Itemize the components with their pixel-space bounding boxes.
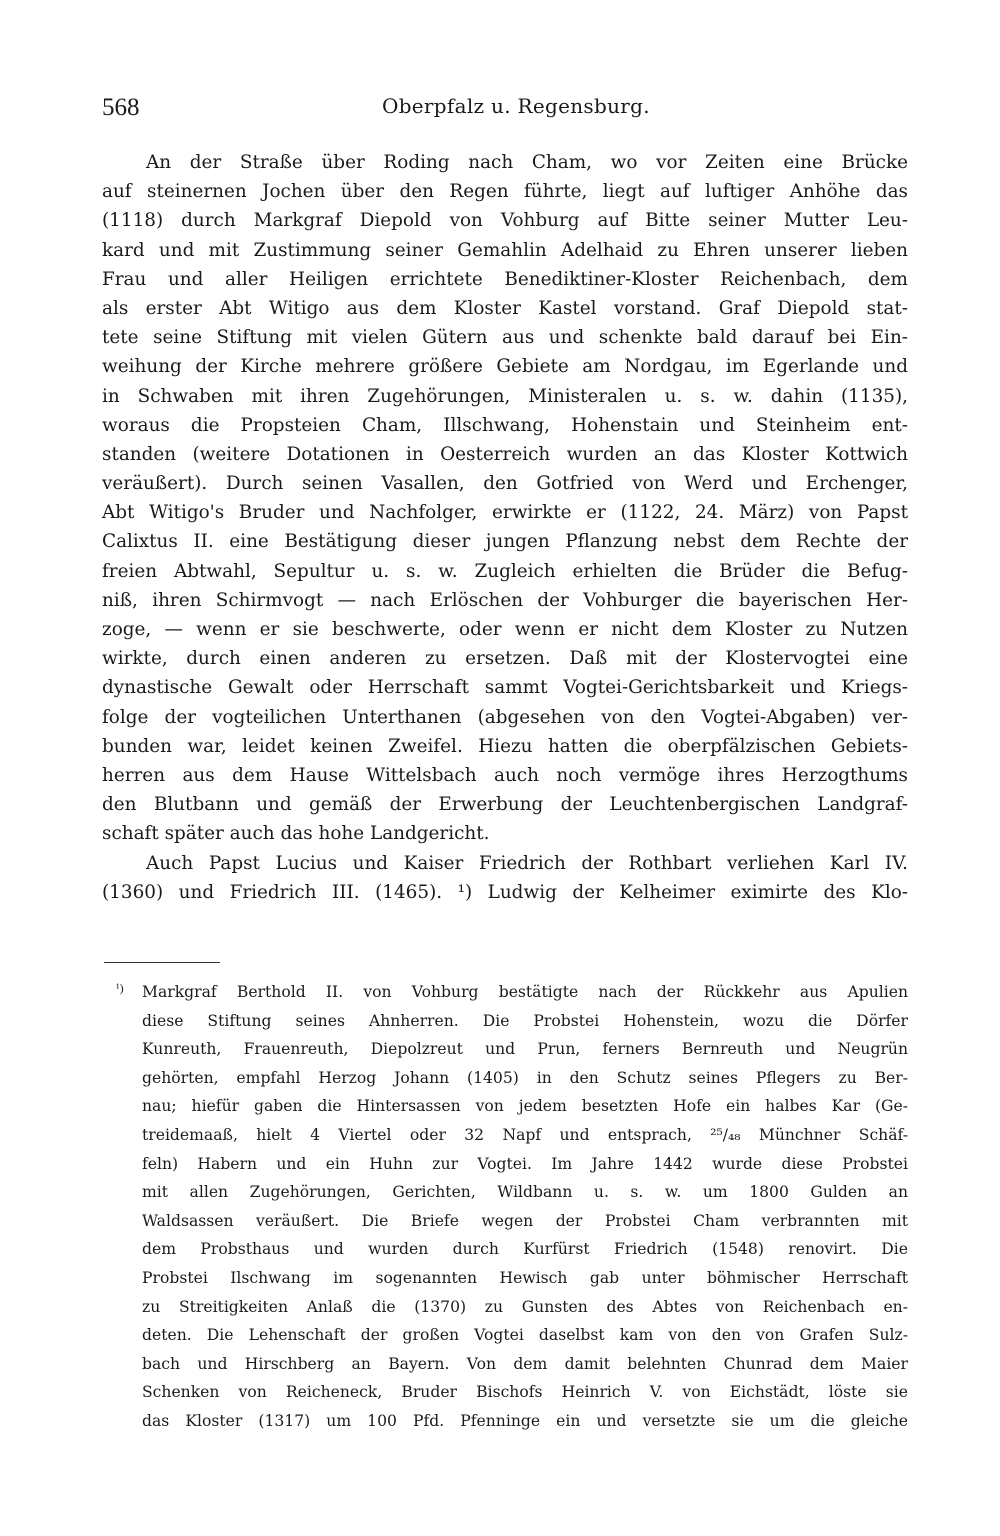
footnote-line: Kunreuth, Frauenreuth, Diepolzreut und Prun, ferners Bernreuth und Neugrün [142, 1040, 908, 1059]
footnote-line: diese Stiftung seines Ahnherren. Die Probstei Hohenstein, wozu die Dörfer [142, 1011, 908, 1030]
footnote-line: Probstei Ilschwang im sogenannten Hewisch gab unter böhmischer Herrschaft [142, 1268, 908, 1287]
footnote-line: zu Streitigkeiten Anlaß die (1370) zu Gunsten des Abtes von Reichenbach en- [142, 1297, 908, 1316]
text-line: tete seine Stiftung mit vielen Gütern aus und schenkte bald darauf bei Ein- [102, 327, 908, 349]
text-line: bunden war, leidet keinen Zweifel. Hiezu hatten die oberpfälzischen Gebiets- [102, 735, 908, 757]
text-line: in Schwaben mit ihren Zugehörungen, Ministeralen u. s. w. dahin (1135), [102, 385, 908, 407]
footnotes [116, 978, 908, 1436]
footnote-line: Schenken von Reicheneck, Bruder Bischofs Heinrich V. von Eichstädt, löste sie [142, 1383, 908, 1402]
text-line: wirkte, durch einen anderen zu ersetzen. Daß mit der Klostervogtei eine [102, 648, 908, 670]
footnote-marker: ¹) [116, 981, 124, 995]
text-line: den Blutbann und gemäß der Erwerbung der Leuchtenbergischen Landgraf- [102, 794, 908, 816]
text-line: schaft später auch das hohe Landgericht. [102, 823, 490, 845]
text-line: Calixtus II. eine Bestätigung dieser jungen Pflanzung nebst dem Rechte der [102, 531, 908, 553]
running-head: Oberpfalz u. Regensburg. [382, 94, 650, 118]
text-line: woraus die Propsteien Cham, Illschwang, Hohenstain und Steinheim ent- [102, 414, 908, 436]
footnote-text: Markgraf Berthold II. von Vohburg bestätigte nach der Rückkehr aus Apulien [142, 983, 908, 1001]
main-text [102, 148, 908, 907]
footnote-separator [104, 962, 220, 963]
text-line: weihung der Kirche mehrere größere Gebiete am Nordgau, im Egerlande und [102, 356, 908, 378]
footnote-line: dem Probsthaus und wurden durch Kurfürst Friedrich (1548) renovirt. Die [142, 1240, 908, 1259]
footnote-line [116, 978, 908, 1007]
text-line: zoge, — wenn er sie beschwerte, oder wenn er nicht dem Kloster zu Nutzen [102, 619, 908, 640]
text-line: An der Straße über Roding nach Cham, wo vor Zeiten eine Brücke [146, 152, 908, 173]
footnote-line: bach und Hirschberg an Bayern. Von dem damit belehnten Chunrad dem Maier [142, 1354, 908, 1373]
text-line: niß, ihren Schirmvogt — nach Erlöschen der Vohburger die bayerischen Her- [102, 589, 908, 611]
text-line: Auch Papst Lucius und Kaiser Friedrich der Rothbart verliehen Karl IV. [146, 852, 908, 874]
footnote-line: mit allen Zugehörungen, Gerichten, Wildbann u. s. w. um 1800 Gulden an [142, 1183, 908, 1202]
text-line: als erster Abt Witigo aus dem Kloster Kastel vorstand. Graf Diepold stat- [102, 297, 908, 319]
footnote-line: nau; hiefür gaben die Hintersassen von jedem besetzten Hofe ein halbes Kar (Ge- [142, 1097, 908, 1116]
page-header [102, 94, 902, 128]
footnote-line: gehörten, empfahl Herzog Johann (1405) in den Schutz seines Pflegers zu Ber- [142, 1068, 908, 1087]
footnote-line: Waldsassen veräußert. Die Briefe wegen der Probstei Cham verbrannten mit [142, 1211, 908, 1230]
text-line: Abt Witigo's Bruder und Nachfolger, erwirkte er (1122, 24. März) von Papst [102, 502, 908, 524]
page-number: 568 [102, 94, 140, 121]
text-line: (1118) durch Markgraf Diepold von Vohburg auf Bitte seiner Mutter Leu- [102, 210, 908, 232]
text-line: standen (weitere Dotationen in Oesterreich wurden an das Kloster Kottwich [102, 443, 908, 465]
footnote-line: feln) Habern und ein Huhn zur Vogtei. Im Jahre 1442 wurde diese Probstei [142, 1154, 908, 1173]
footnote-line: deten. Die Lehenschaft der großen Vogtei daselbst kam von den von Grafen Sulz- [142, 1326, 908, 1345]
text-line: dynastische Gewalt oder Herrschaft sammt Vogtei-Gerichtsbarkeit und Kriegs- [102, 677, 908, 699]
text-line: kard und mit Zustimmung seiner Gemahlin Adelhaid zu Ehren unserer lieben [102, 239, 908, 261]
footnote-line: das Kloster (1317) um 100 Pfd. Pfenninge ein und versetzte sie um die gleiche [142, 1411, 908, 1430]
text-line: auf steinernen Jochen über den Regen führte, liegt auf luftiger Anhöhe das [102, 181, 908, 203]
text-line: folge der vogteilichen Unterthanen (abgesehen von den Vogtei-Abgaben) ver- [102, 706, 908, 728]
text-line: freien Abtwahl, Sepultur u. s. w. Zugleich erhielten die Brüder die Befug- [102, 560, 908, 582]
text-line: Frau und aller Heiligen errichtete Benediktiner-Kloster Reichenbach, dem [102, 268, 908, 290]
text-line: (1360) und Friedrich III. (1465). ¹) Ludwig der Kelheimer eximirte des Klo- [102, 881, 908, 903]
footnote-line: treidemaaß, hielt 4 Viertel oder 32 Napf und entsprach, ²⁵/₄₈ Münchner Schäf- [142, 1125, 908, 1144]
text-line: veräußert). Durch seinen Vasallen, den Gotfried von Werd und Erchenger, [102, 473, 908, 495]
text-line: herren aus dem Hause Wittelsbach auch noch vermöge ihres Herzogthums [102, 764, 908, 786]
